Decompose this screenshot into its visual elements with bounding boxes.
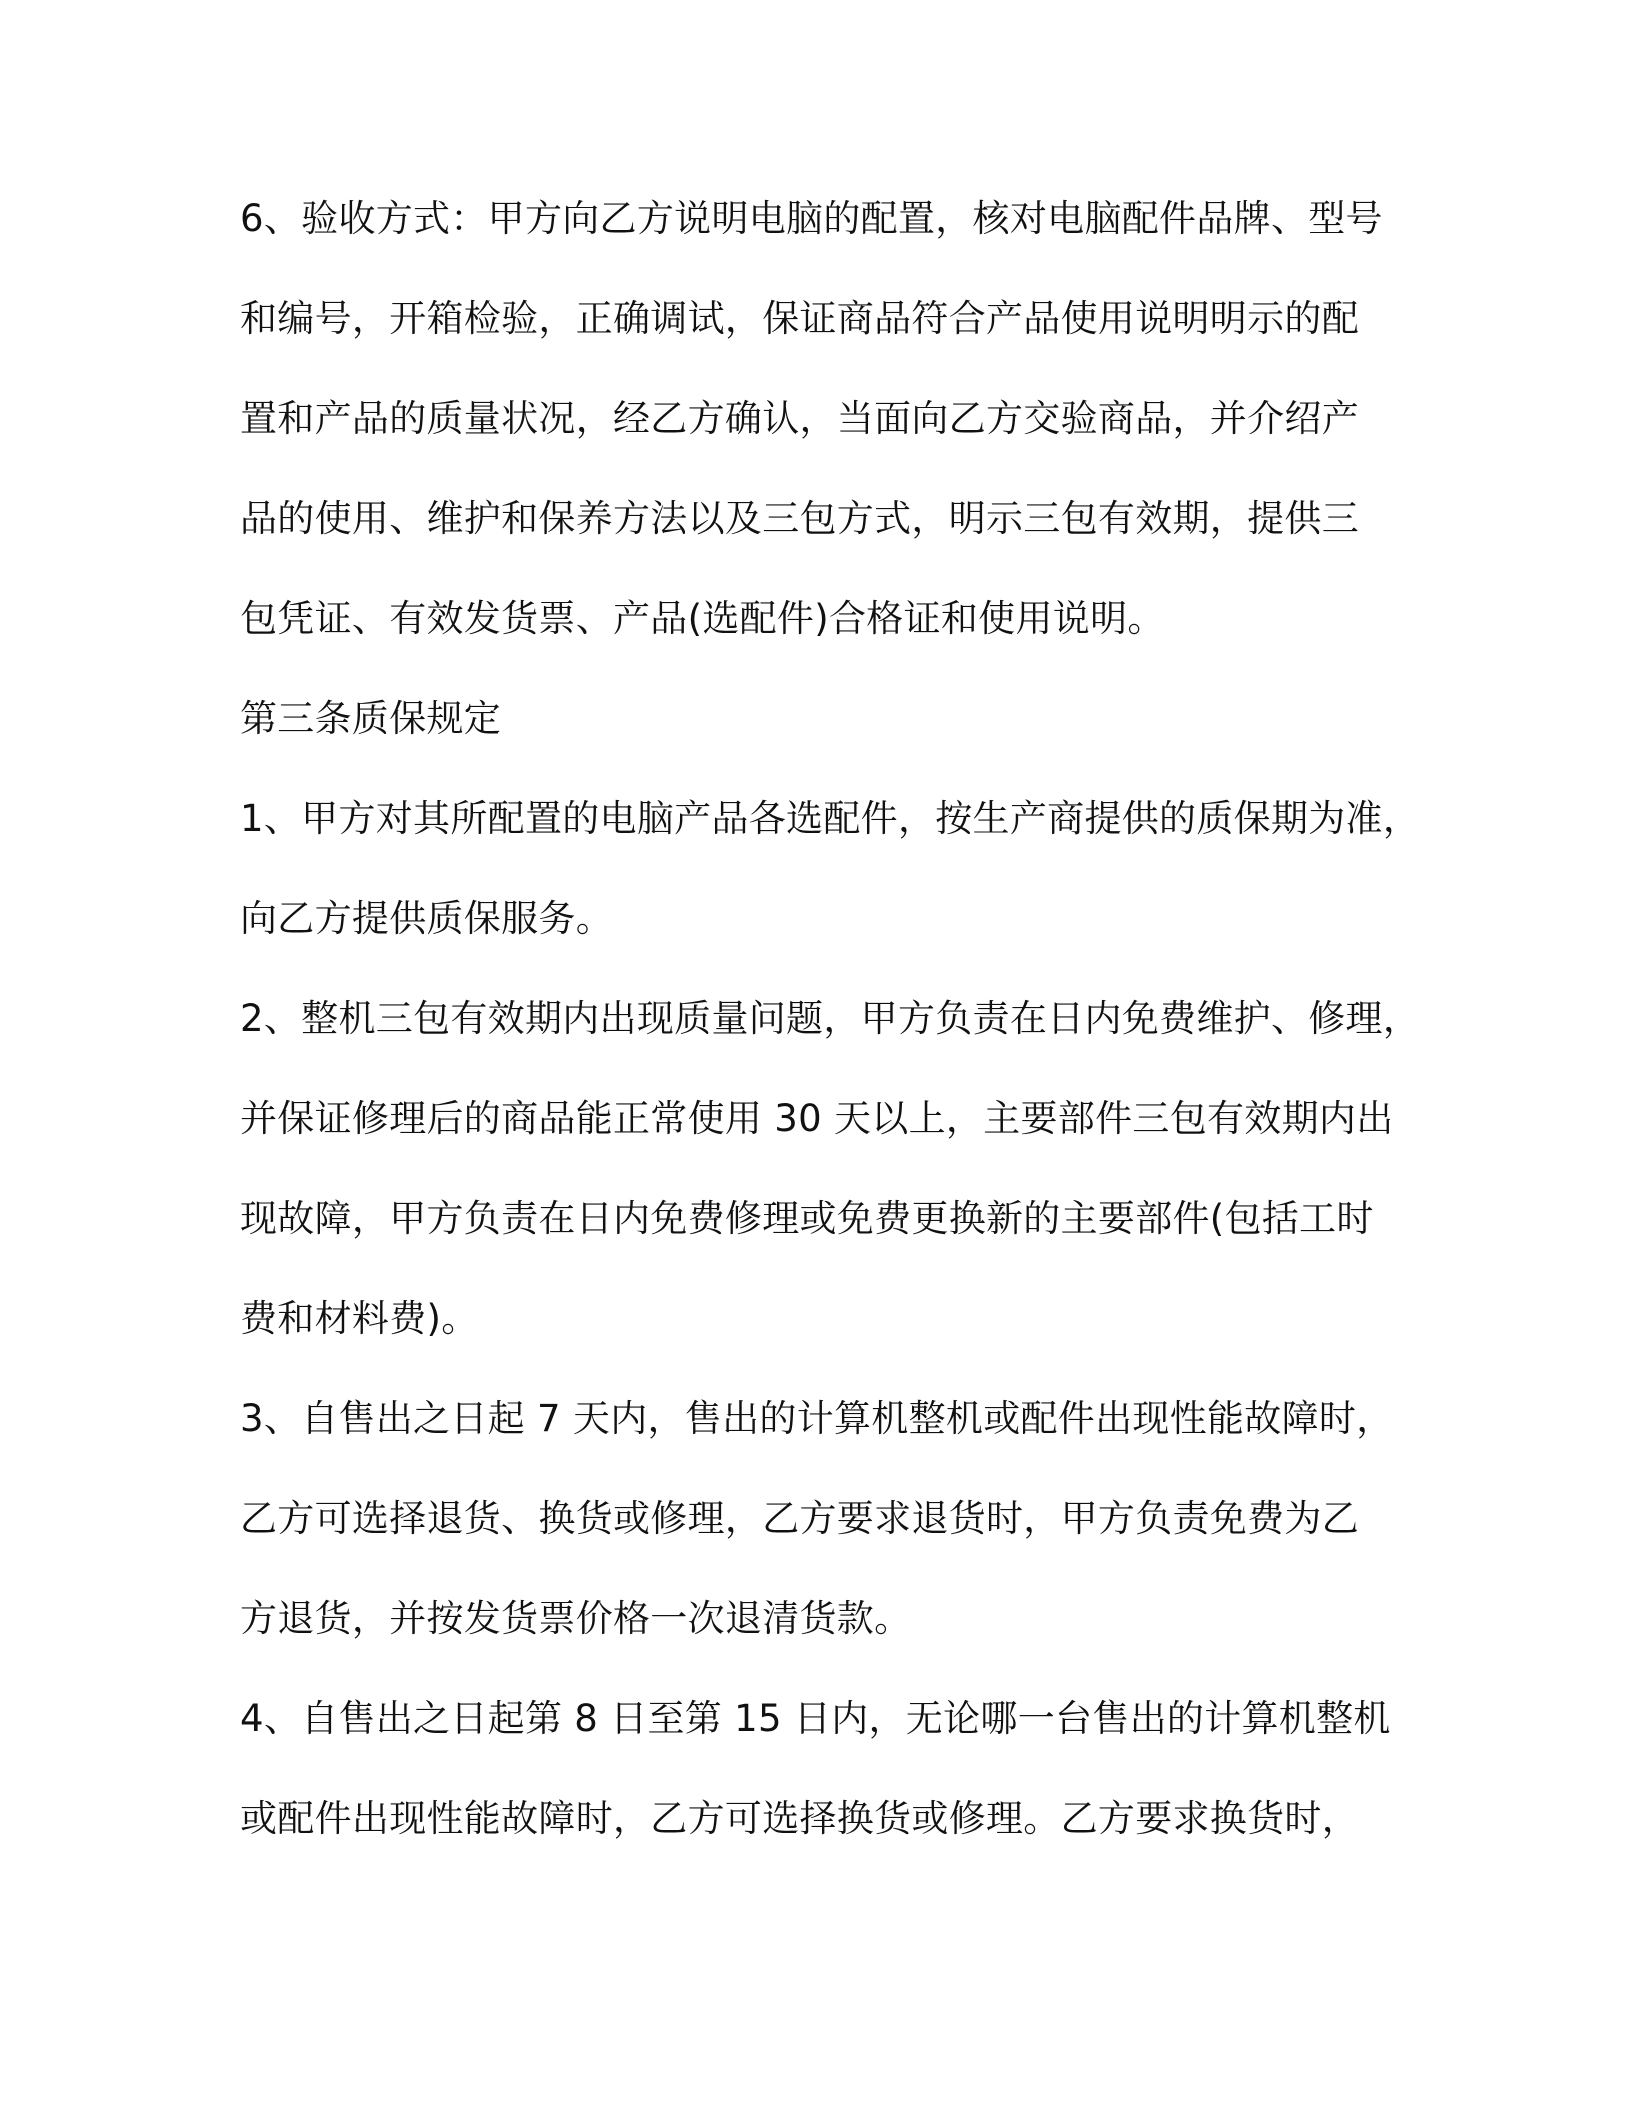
paragraph-line: 2、整机三包有效期内出现质量问题，甲方负责在日内免费维护、修理， (240, 997, 1421, 1040)
paragraph-line: 置和产品的质量状况，经乙方确认，当面向乙方交验商品，并介绍产 (240, 397, 1359, 440)
paragraph-line: 3、自售出之日起 7 天内，售出的计算机整机或配件出现性能故障时， (240, 1397, 1394, 1440)
paragraph-line: 现故障，甲方负责在日内免费修理或免费更换新的主要部件(包括工时 (240, 1197, 1374, 1240)
paragraph-line: 包凭证、有效发货票、产品(选配件)合格证和使用说明。 (240, 597, 1165, 640)
paragraph-line: 或配件出现性能故障时，乙方可选择换货或修理。乙方要求换货时， (240, 1797, 1359, 1840)
paragraph-line: 并保证修理后的商品能正常使用 30 天以上，主要部件三包有效期内出 (240, 1097, 1394, 1140)
paragraph-line: 方退货，并按发货票价格一次退清货款。 (240, 1597, 912, 1640)
paragraph-line: 4、自售出之日起第 8 日至第 15 日内，无论哪一台售出的计算机整机 (240, 1697, 1391, 1740)
paragraph-line: 1、甲方对其所配置的电脑产品各选配件，按生产商提供的质保期为准， (240, 797, 1421, 840)
paragraph-line: 品的使用、维护和保养方法以及三包方式，明示三包有效期，提供三 (240, 497, 1359, 540)
paragraph-line: 和编号，开箱检验，正确调试，保证商品符合产品使用说明明示的配 (240, 297, 1359, 340)
paragraph-line: 乙方可选择退货、换货或修理，乙方要求退货时，甲方负责免费为乙 (240, 1497, 1359, 1540)
paragraph-line: 费和材料费)。 (240, 1297, 479, 1340)
paragraph-line: 6、验收方式：甲方向乙方说明电脑的配置，核对电脑配件品牌、型号 (240, 197, 1383, 240)
paragraph-line: 向乙方提供质保服务。 (240, 897, 613, 940)
section-heading: 第三条质保规定 (240, 697, 502, 740)
